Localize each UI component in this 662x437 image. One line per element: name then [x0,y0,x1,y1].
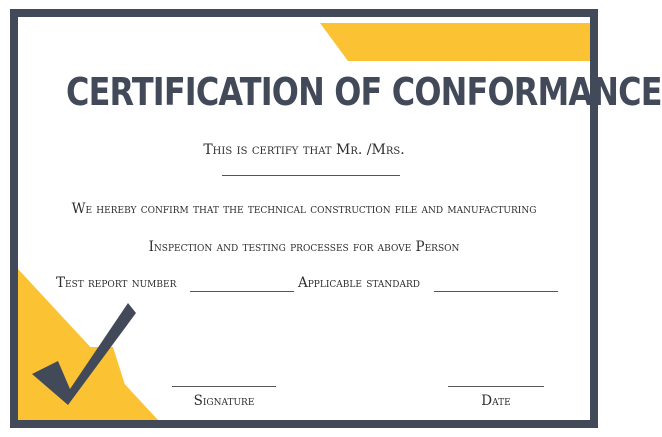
top-yellow-band [320,23,590,61]
test-report-label: Test report number [56,275,177,291]
body-line-1: We hereby confirm that the technical construction file and manufacturing [71,201,537,217]
applicable-standard-label: Applicable standard [298,275,420,291]
date-label: Date [481,393,511,409]
name-underline [222,175,400,176]
bottom-yellow-triangle [18,269,158,420]
date-underline [448,386,544,387]
applicable-standard-underline [434,291,558,292]
test-report-underline [190,291,294,292]
body-line-2: Inspection and testing processes for above Person [148,239,460,255]
signature-underline [172,386,276,387]
signature-label: Signature [193,393,255,409]
certificate-title: CERTIFICATION OF CONFORMANCE [66,70,662,114]
certify-line: This is certify that Mr. /Mrs. [203,142,405,158]
certificate-frame [10,9,662,428]
